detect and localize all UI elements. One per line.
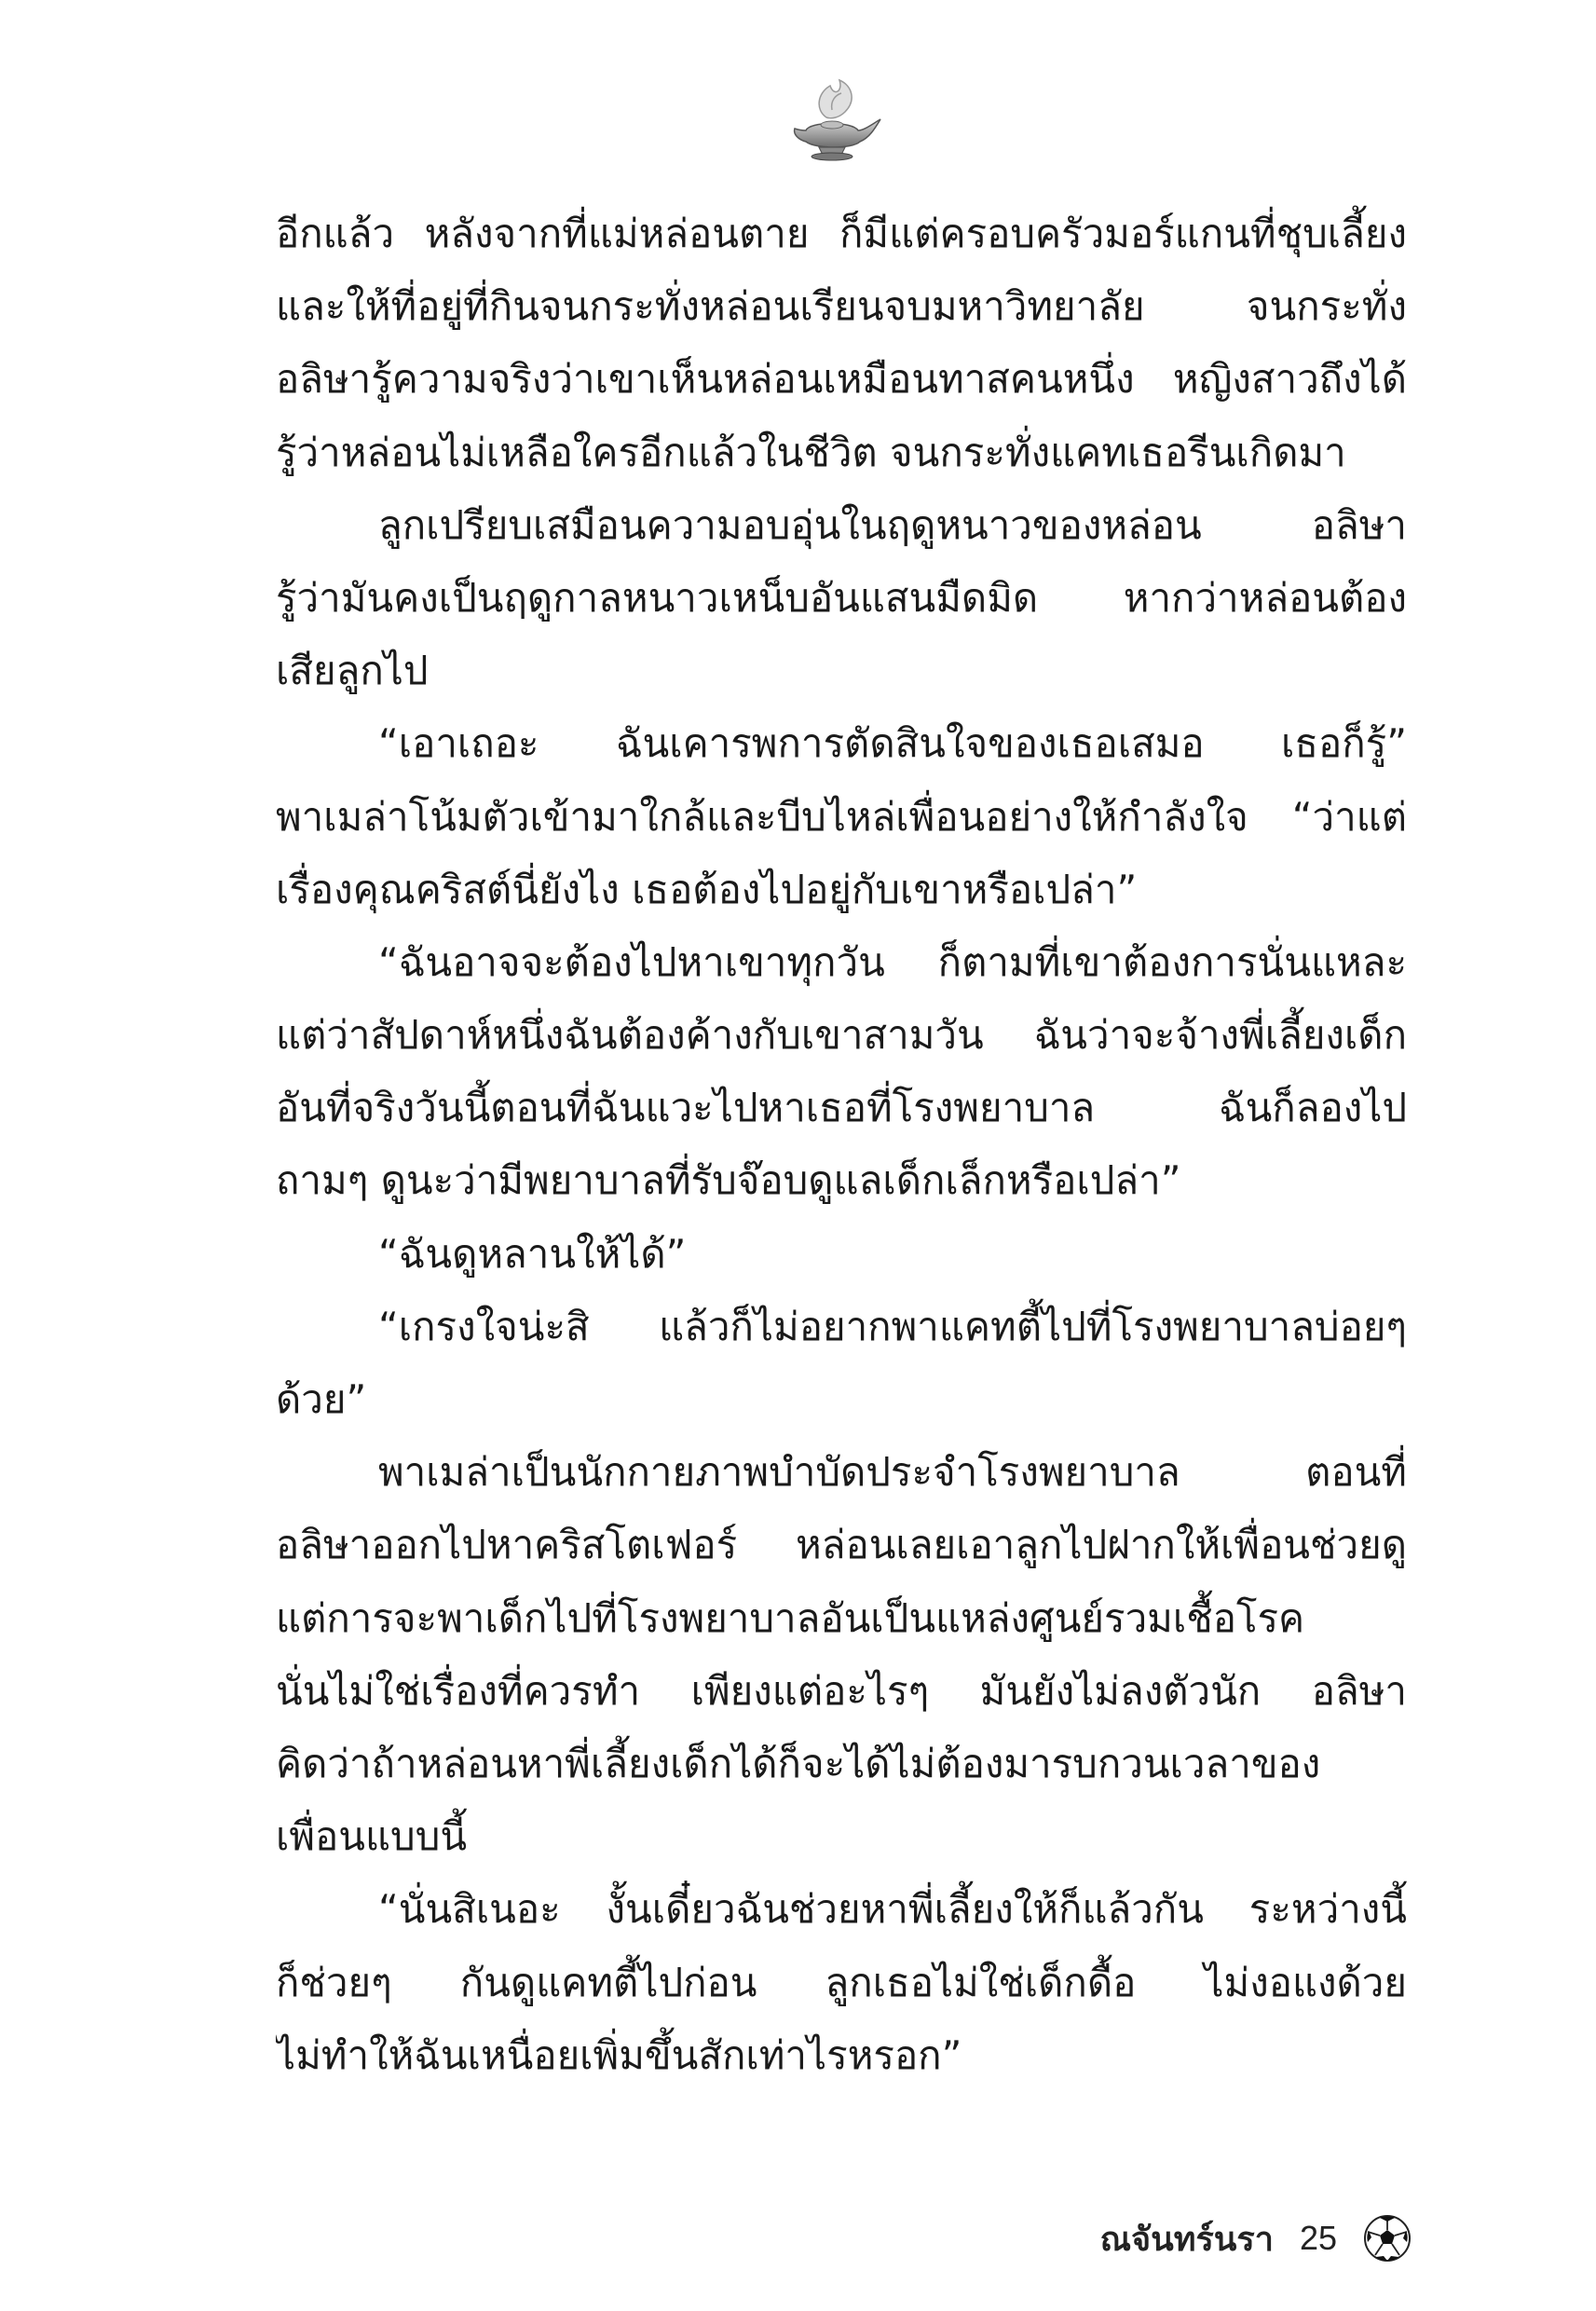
text-line: “เกรงใจน่ะสิ แล้วก็ไม่อยากพาแคทตี้ไปที่โรงพยาบาลบ่อยๆ <box>378 1303 1407 1349</box>
text-line: รู้ว่ามันคงเป็นฤดูกาลหนาวเหน็บอันแสนมืดมิด หากว่าหล่อนต้อง <box>276 574 1407 621</box>
text-line: และให้ที่อยู่ที่กินจนกระทั่งหล่อนเรียนจบมหาวิทยาลัย จนกระทั่ง <box>276 283 1407 330</box>
text-line: “ฉันอาจจะต้องไปหาเขาทุกวัน ก็ตามที่เขาต้องการนั่นแหละ <box>378 938 1407 985</box>
magic-lamp-icon <box>778 73 890 166</box>
text-line: พาเมล่าโน้มตัวเข้ามาใกล้และบีบไหล่เพื่อนอย่างให้กำลังใจ “ว่าแต่ <box>276 793 1407 840</box>
text-line: นั่นไม่ใช่เรื่องที่ควรทำ เพียงแต่อะไรๆ มันยังไม่ลงตัวนัก อลิษา <box>276 1667 1407 1714</box>
author-name: ณจันทร์นรา <box>1099 2220 1274 2259</box>
text-line: พาเมล่าเป็นนักกายภาพบำบัดประจำโรงพยาบาล ตอนที่ <box>378 1449 1407 1496</box>
page-number: 25 <box>1299 2219 1337 2257</box>
text-line: รู้ว่าหล่อนไม่เหลือใครอีกแล้วในชีวิต จนกระทั่งแคทเธอรีนเกิดมา <box>276 429 1346 475</box>
text-line: “ฉันดูหลานให้ได้” <box>378 1230 687 1277</box>
page-footer <box>1100 2210 1412 2266</box>
text-line: อลิษาออกไปหาคริสโตเฟอร์ หล่อนเลยเอาลูกไปฝากให้เพื่อนช่วยดู <box>276 1522 1407 1568</box>
text-line: ไม่ทำให้ฉันเหนื่อยเพิ่มขึ้นสักเท่าไรหรอก” <box>276 2031 962 2078</box>
text-line: อันที่จริงวันนี้ตอนที่ฉันแวะไปหาเธอที่โรงพยาบาล ฉันก็ลองไป <box>276 1085 1407 1131</box>
text-line: เสียลูกไป <box>276 648 429 694</box>
text-line: คิดว่าถ้าหล่อนหาพี่เลี้ยงเด็กได้ก็จะได้ไม่ต้องมารบกวนเวลาของ <box>276 1740 1321 1786</box>
text-line: ด้วย” <box>276 1376 367 1422</box>
text-line: แต่ว่าสัปดาห์หนึ่งฉันต้องค้างกับเขาสามวัน ฉันว่าจะจ้างพี่เลี้ยงเด็ก <box>276 1012 1407 1059</box>
text-line: อลิษารู้ความจริงว่าเขาเห็นหล่อนเหมือนทาสคนหนึ่ง หญิงสาวถึงได้ <box>276 356 1407 403</box>
text-line: ถามๆ ดูนะว่ามีพยาบาลที่รับจ๊อบดูแลเด็กเล็กหรือเปล่า” <box>276 1157 1181 1204</box>
text-line: ก็ช่วยๆ กันดูแคทตี้ไปก่อน ลูกเธอไม่ใช่เด็กดื้อ ไม่งอแงด้วย <box>276 1959 1407 2005</box>
text-line: เรื่องคุณคริสต์นี่ยังไง เธอต้องไปอยู่กับเขาหรือเปล่า” <box>276 866 1138 912</box>
soccer-ball-icon <box>1363 2214 1412 2263</box>
text-line: “นั่นสิเนอะ งั้นเดี๋ยวฉันช่วยหาพี่เลี้ยงให้ก็แล้วกัน ระหว่างนี้ <box>378 1886 1407 1933</box>
text-line: อีกแล้ว หลังจากที่แม่หล่อนตาย ก็มีแต่ครอบครัวมอร์แกนที่ชุบเลี้ยง <box>276 211 1407 256</box>
body-text <box>276 198 1407 2092</box>
text-line: เพื่อนแบบนี้ <box>276 1813 468 1860</box>
text-line: “เอาเถอะ ฉันเคารพการตัดสินใจของเธอเสมอ เธอก็รู้” <box>378 720 1407 767</box>
text-line: แต่การจะพาเด็กไปที่โรงพยาบาลอันเป็นแหล่งศูนย์รวมเชื้อโรค <box>276 1594 1305 1641</box>
text-line: ลูกเปรียบเสมือนความอบอุ่นในฤดูหนาวของหล่อน อลิษา <box>378 501 1407 548</box>
